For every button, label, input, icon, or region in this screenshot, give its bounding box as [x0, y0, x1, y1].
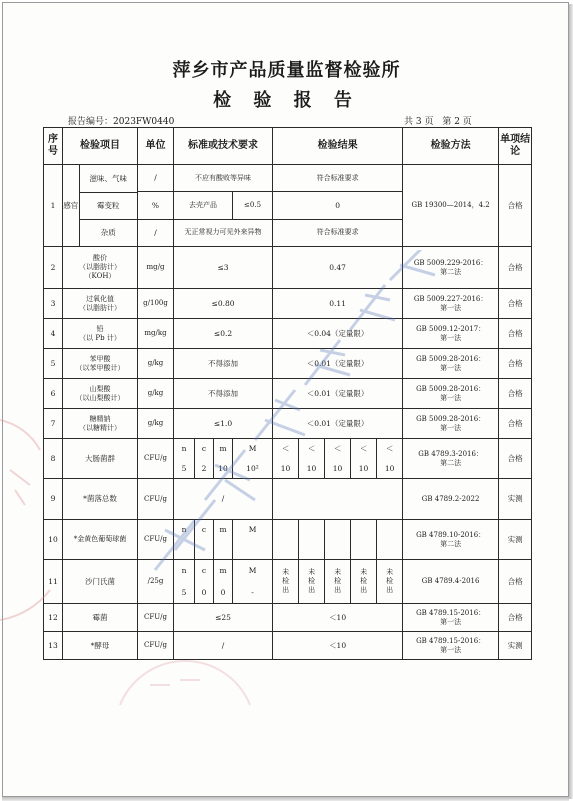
row-result: 0.47	[273, 247, 403, 289]
row-no: 1	[44, 165, 63, 247]
table-row	[44, 560, 532, 582]
method-text: GB 5009.12-2017：	[416, 324, 486, 333]
req-head: n	[174, 560, 195, 582]
row-method	[403, 349, 499, 379]
row-item: *金黄色葡萄球菌	[63, 520, 138, 560]
result-char: 未	[308, 568, 316, 577]
result-char: 未	[386, 568, 394, 577]
result-char: 出	[386, 585, 394, 594]
table-header-row	[44, 128, 532, 165]
result-char: 检	[360, 577, 368, 586]
result-cell: ＜	[273, 439, 299, 459]
row-no: 12	[44, 604, 63, 632]
table-row	[44, 479, 532, 520]
row-item	[63, 289, 138, 319]
req-head: m	[214, 520, 233, 540]
row-requirement-b: ≤0.5	[233, 192, 273, 219]
row-result: ＜0.01（定量限）	[273, 409, 403, 439]
result-cell	[273, 520, 299, 560]
org-title: 萍乡市产品质量监督检验所	[172, 60, 401, 81]
sensory-item: 滋味、气味	[79, 165, 137, 192]
row-conclusion: 合格	[499, 379, 532, 409]
row-unit: CFU/g	[138, 632, 174, 660]
row-unit: CFU/g	[138, 604, 174, 632]
req-head: M	[233, 520, 273, 540]
result-char: 检	[386, 577, 394, 586]
method-text: GB 4789.3-2016：	[418, 449, 483, 458]
row-result: 符合标准要求	[273, 165, 403, 192]
page-indicator	[398, 114, 472, 127]
req-head: c	[195, 520, 214, 540]
table-row	[44, 439, 532, 459]
row-unit: g/kg	[138, 349, 174, 379]
method-text: GB 4789.15-2016：	[416, 608, 486, 617]
req-head: c	[195, 560, 214, 582]
header-requirement: 标准或技术要求	[174, 128, 273, 165]
req-head: m	[214, 560, 233, 582]
sensory-group-label: 感官	[63, 165, 79, 246]
method-clause: 第二法	[440, 267, 462, 276]
row-item: 霉菌	[63, 604, 138, 632]
row-item	[63, 349, 138, 379]
row-item	[63, 379, 138, 409]
method-clause: 第一法	[440, 333, 462, 342]
item-name: 山梨酸	[89, 384, 111, 393]
row-item: *酵母	[63, 632, 138, 660]
row-requirement: /	[174, 479, 273, 520]
item-note: （KOH）	[84, 271, 116, 280]
row-result	[273, 479, 403, 520]
req-head: c	[195, 439, 214, 459]
row-no: 3	[44, 289, 63, 319]
row-requirement: ≤25	[174, 604, 273, 632]
header-item: 检验项目	[63, 128, 138, 165]
row-method	[403, 319, 499, 349]
row-conclusion: 合格	[499, 604, 532, 632]
row-result: ＜0.01（定量限）	[273, 349, 403, 379]
req-head: M	[233, 560, 273, 582]
row-requirement: ≤3	[174, 247, 273, 289]
total-pages: 共 3 页	[404, 117, 434, 127]
item-name: 糖精钠	[89, 414, 111, 423]
row-no: 11	[44, 560, 63, 604]
row-item	[63, 319, 138, 349]
req-val: 5	[174, 582, 195, 604]
row-unit: /	[138, 219, 174, 246]
table-row	[44, 349, 532, 379]
method-text: GB 5009.28-2016：	[416, 384, 486, 393]
method-text: GB 4789.10-2016：	[416, 530, 486, 539]
sensory-item: 杂质	[100, 228, 116, 238]
row-unit: mg/kg	[138, 319, 174, 349]
row-conclusion: 实测	[499, 632, 532, 660]
table-row	[44, 319, 532, 349]
result-char: 未	[334, 568, 342, 577]
row-item: 大肠菌群	[63, 439, 138, 479]
row-conclusion: 合格	[499, 165, 532, 247]
item-note: （以糖精计）	[79, 423, 121, 432]
result-cell	[299, 560, 325, 604]
item-name: 过氧化值	[86, 294, 114, 303]
item-note: （以 Pb 计）	[79, 333, 121, 342]
row-result: 0.11	[273, 289, 403, 319]
item-note: （以脂肪计）	[79, 263, 121, 272]
result-cell: 10	[377, 459, 403, 479]
req-head: n	[174, 439, 195, 459]
row-item	[63, 247, 138, 289]
method-clause: 第一法	[440, 303, 462, 312]
method-text: GB 19300—2014，4.2	[411, 201, 490, 210]
header-no: 序号	[44, 128, 63, 165]
result-cell	[377, 560, 403, 604]
method-clause: 第一法	[440, 393, 462, 402]
method-clause: 第一法	[440, 617, 462, 626]
req-val	[214, 540, 233, 560]
row-conclusion: 实测	[499, 479, 532, 520]
result-cell: 10	[325, 459, 351, 479]
result-cell	[351, 560, 377, 604]
row-no: 4	[44, 319, 63, 349]
row-result: 0	[273, 192, 403, 219]
row-no: 13	[44, 632, 63, 660]
result-cell: ＜	[299, 439, 325, 459]
result-char: 检	[308, 577, 316, 586]
current-page: 第 2 页	[442, 117, 472, 127]
row-unit: g/kg	[138, 379, 174, 409]
row-unit: mg/g	[138, 247, 174, 289]
row-unit: %	[138, 192, 174, 219]
table-row	[44, 289, 532, 319]
row-requirement: ≤0.2	[174, 319, 273, 349]
result-char: 出	[308, 585, 316, 594]
result-char: 检	[282, 577, 290, 586]
method-text: GB 5009.229-2016：	[413, 258, 488, 267]
row-item: *菌落总数	[63, 479, 138, 520]
method-clause: 第一法	[440, 645, 462, 654]
item-note: （以山梨酸计）	[75, 393, 125, 402]
result-cell	[299, 520, 325, 560]
row-result: ＜0.04（定量限）	[273, 319, 403, 349]
sensory-item: 霉变粒	[79, 192, 137, 219]
row-conclusion: 合格	[499, 560, 532, 604]
result-char: 未	[282, 568, 290, 577]
row-method	[403, 439, 499, 479]
result-cell	[325, 520, 351, 560]
table-row	[44, 604, 532, 632]
req-val: 0	[195, 582, 214, 604]
row-unit: CFU/g	[138, 520, 174, 560]
row-unit: /25g	[138, 560, 174, 604]
row-requirement: ≤1.0	[174, 409, 273, 439]
row-unit: CFU/g	[138, 479, 174, 520]
req-val: 0	[214, 582, 233, 604]
row-result: 符合标准要求	[273, 219, 403, 246]
method-clause: 第二法	[440, 539, 462, 548]
table-row	[44, 247, 532, 289]
method-text: GB 5009.28-2016：	[416, 414, 486, 423]
row-no: 10	[44, 520, 63, 560]
table-row	[44, 632, 532, 660]
header-result: 检验结果	[273, 128, 403, 165]
row-conclusion: 合格	[499, 349, 532, 379]
row-method	[403, 379, 499, 409]
result-cell: ＜	[325, 439, 351, 459]
row-method	[403, 632, 499, 660]
report-number	[68, 114, 174, 127]
doc-title: 检 验 报 告	[213, 90, 360, 111]
table-row	[44, 165, 532, 192]
sensory-subtable	[63, 165, 137, 246]
row-no: 5	[44, 349, 63, 379]
report-number-value: 2023FW0440	[113, 117, 175, 127]
row-method: GB 4789.2-2022	[403, 479, 499, 520]
row-item: 沙门氏菌	[63, 560, 138, 604]
row-requirement: 无正常视力可见外来异物	[174, 219, 273, 246]
row-no: 6	[44, 379, 63, 409]
header-method: 检验方法	[403, 128, 499, 165]
row-requirement: 不得添加	[174, 349, 273, 379]
row-method	[403, 604, 499, 632]
table-row	[44, 520, 532, 540]
result-char: 出	[282, 585, 290, 594]
req-val: 5	[174, 459, 195, 479]
req-head: n	[174, 520, 195, 540]
item-note: （以苯甲酸计）	[75, 363, 125, 372]
method-clause: 第二法	[440, 458, 462, 467]
item-name: 苯甲酸	[89, 354, 111, 363]
row-no: 2	[44, 247, 63, 289]
row-no: 8	[44, 439, 63, 479]
row-conclusion: 合格	[499, 439, 532, 479]
row-requirement: 不得添加	[174, 379, 273, 409]
table-row	[44, 379, 532, 409]
method-text: GB 5009.28-2016：	[416, 354, 486, 363]
row-requirement-a: 去壳产品	[174, 192, 233, 219]
item-note: （以脂肪计）	[79, 303, 121, 312]
row-requirement: ≤0.80	[174, 289, 273, 319]
req-val: 2	[195, 459, 214, 479]
page-shadow	[2, 797, 569, 801]
req-val: 10	[214, 459, 233, 479]
result-char: 出	[334, 585, 342, 594]
row-result: ＜0.01（定量限）	[273, 379, 403, 409]
header-unit: 单位	[138, 128, 174, 165]
row-conclusion: 合格	[499, 247, 532, 289]
row-conclusion: 实测	[499, 520, 532, 560]
row-method	[403, 289, 499, 319]
row-unit: g/kg	[138, 409, 174, 439]
results-table	[43, 127, 532, 660]
row-no: 9	[44, 479, 63, 520]
row-requirement: /	[174, 632, 273, 660]
row-unit: g/100g	[138, 289, 174, 319]
req-val	[195, 540, 214, 560]
row-method	[403, 247, 499, 289]
sensory-cell	[63, 165, 138, 247]
row-unit: /	[138, 165, 174, 192]
header-conclusion: 单项结论	[499, 128, 532, 165]
row-method	[403, 409, 499, 439]
row-item	[63, 409, 138, 439]
result-cell: ＜	[377, 439, 403, 459]
result-char: 出	[360, 585, 368, 594]
req-val	[174, 540, 195, 560]
row-result: ＜10	[273, 604, 403, 632]
method-text: GB 4789.15-2016：	[416, 636, 486, 645]
result-cell: 10	[351, 459, 377, 479]
result-cell: ＜	[351, 439, 377, 459]
result-char: 检	[334, 577, 342, 586]
page-shadow-right	[569, 4, 573, 799]
result-cell	[377, 520, 403, 560]
result-char: 未	[360, 568, 368, 577]
row-unit: CFU/g	[138, 439, 174, 479]
report-number-label: 报告编号：	[68, 117, 114, 127]
item-name: 铅	[96, 324, 104, 333]
row-conclusion: 合格	[499, 409, 532, 439]
result-cell: 10	[273, 459, 299, 479]
row-method	[403, 520, 499, 560]
row-method: GB 4789.4-2016	[403, 560, 499, 604]
req-val	[233, 540, 273, 560]
method-clause: 第一法	[440, 363, 462, 372]
table-row	[44, 409, 532, 439]
req-val: -	[233, 582, 273, 604]
row-no: 7	[44, 409, 63, 439]
row-conclusion: 合格	[499, 319, 532, 349]
result-cell	[351, 520, 377, 560]
method-text: GB 5009.227-2016：	[413, 294, 488, 303]
req-head: m	[214, 439, 233, 459]
result-cell	[273, 560, 299, 604]
item-name: 酸价	[93, 254, 107, 263]
result-cell: 10	[299, 459, 325, 479]
req-head: M	[233, 439, 273, 459]
method-clause: 第一法	[440, 423, 462, 432]
row-result: ＜10	[273, 632, 403, 660]
row-conclusion: 合格	[499, 289, 532, 319]
row-requirement: 不应有酸败等异味	[174, 165, 273, 192]
result-cell	[325, 560, 351, 604]
row-method	[403, 165, 499, 247]
req-val: 10²	[233, 459, 273, 479]
